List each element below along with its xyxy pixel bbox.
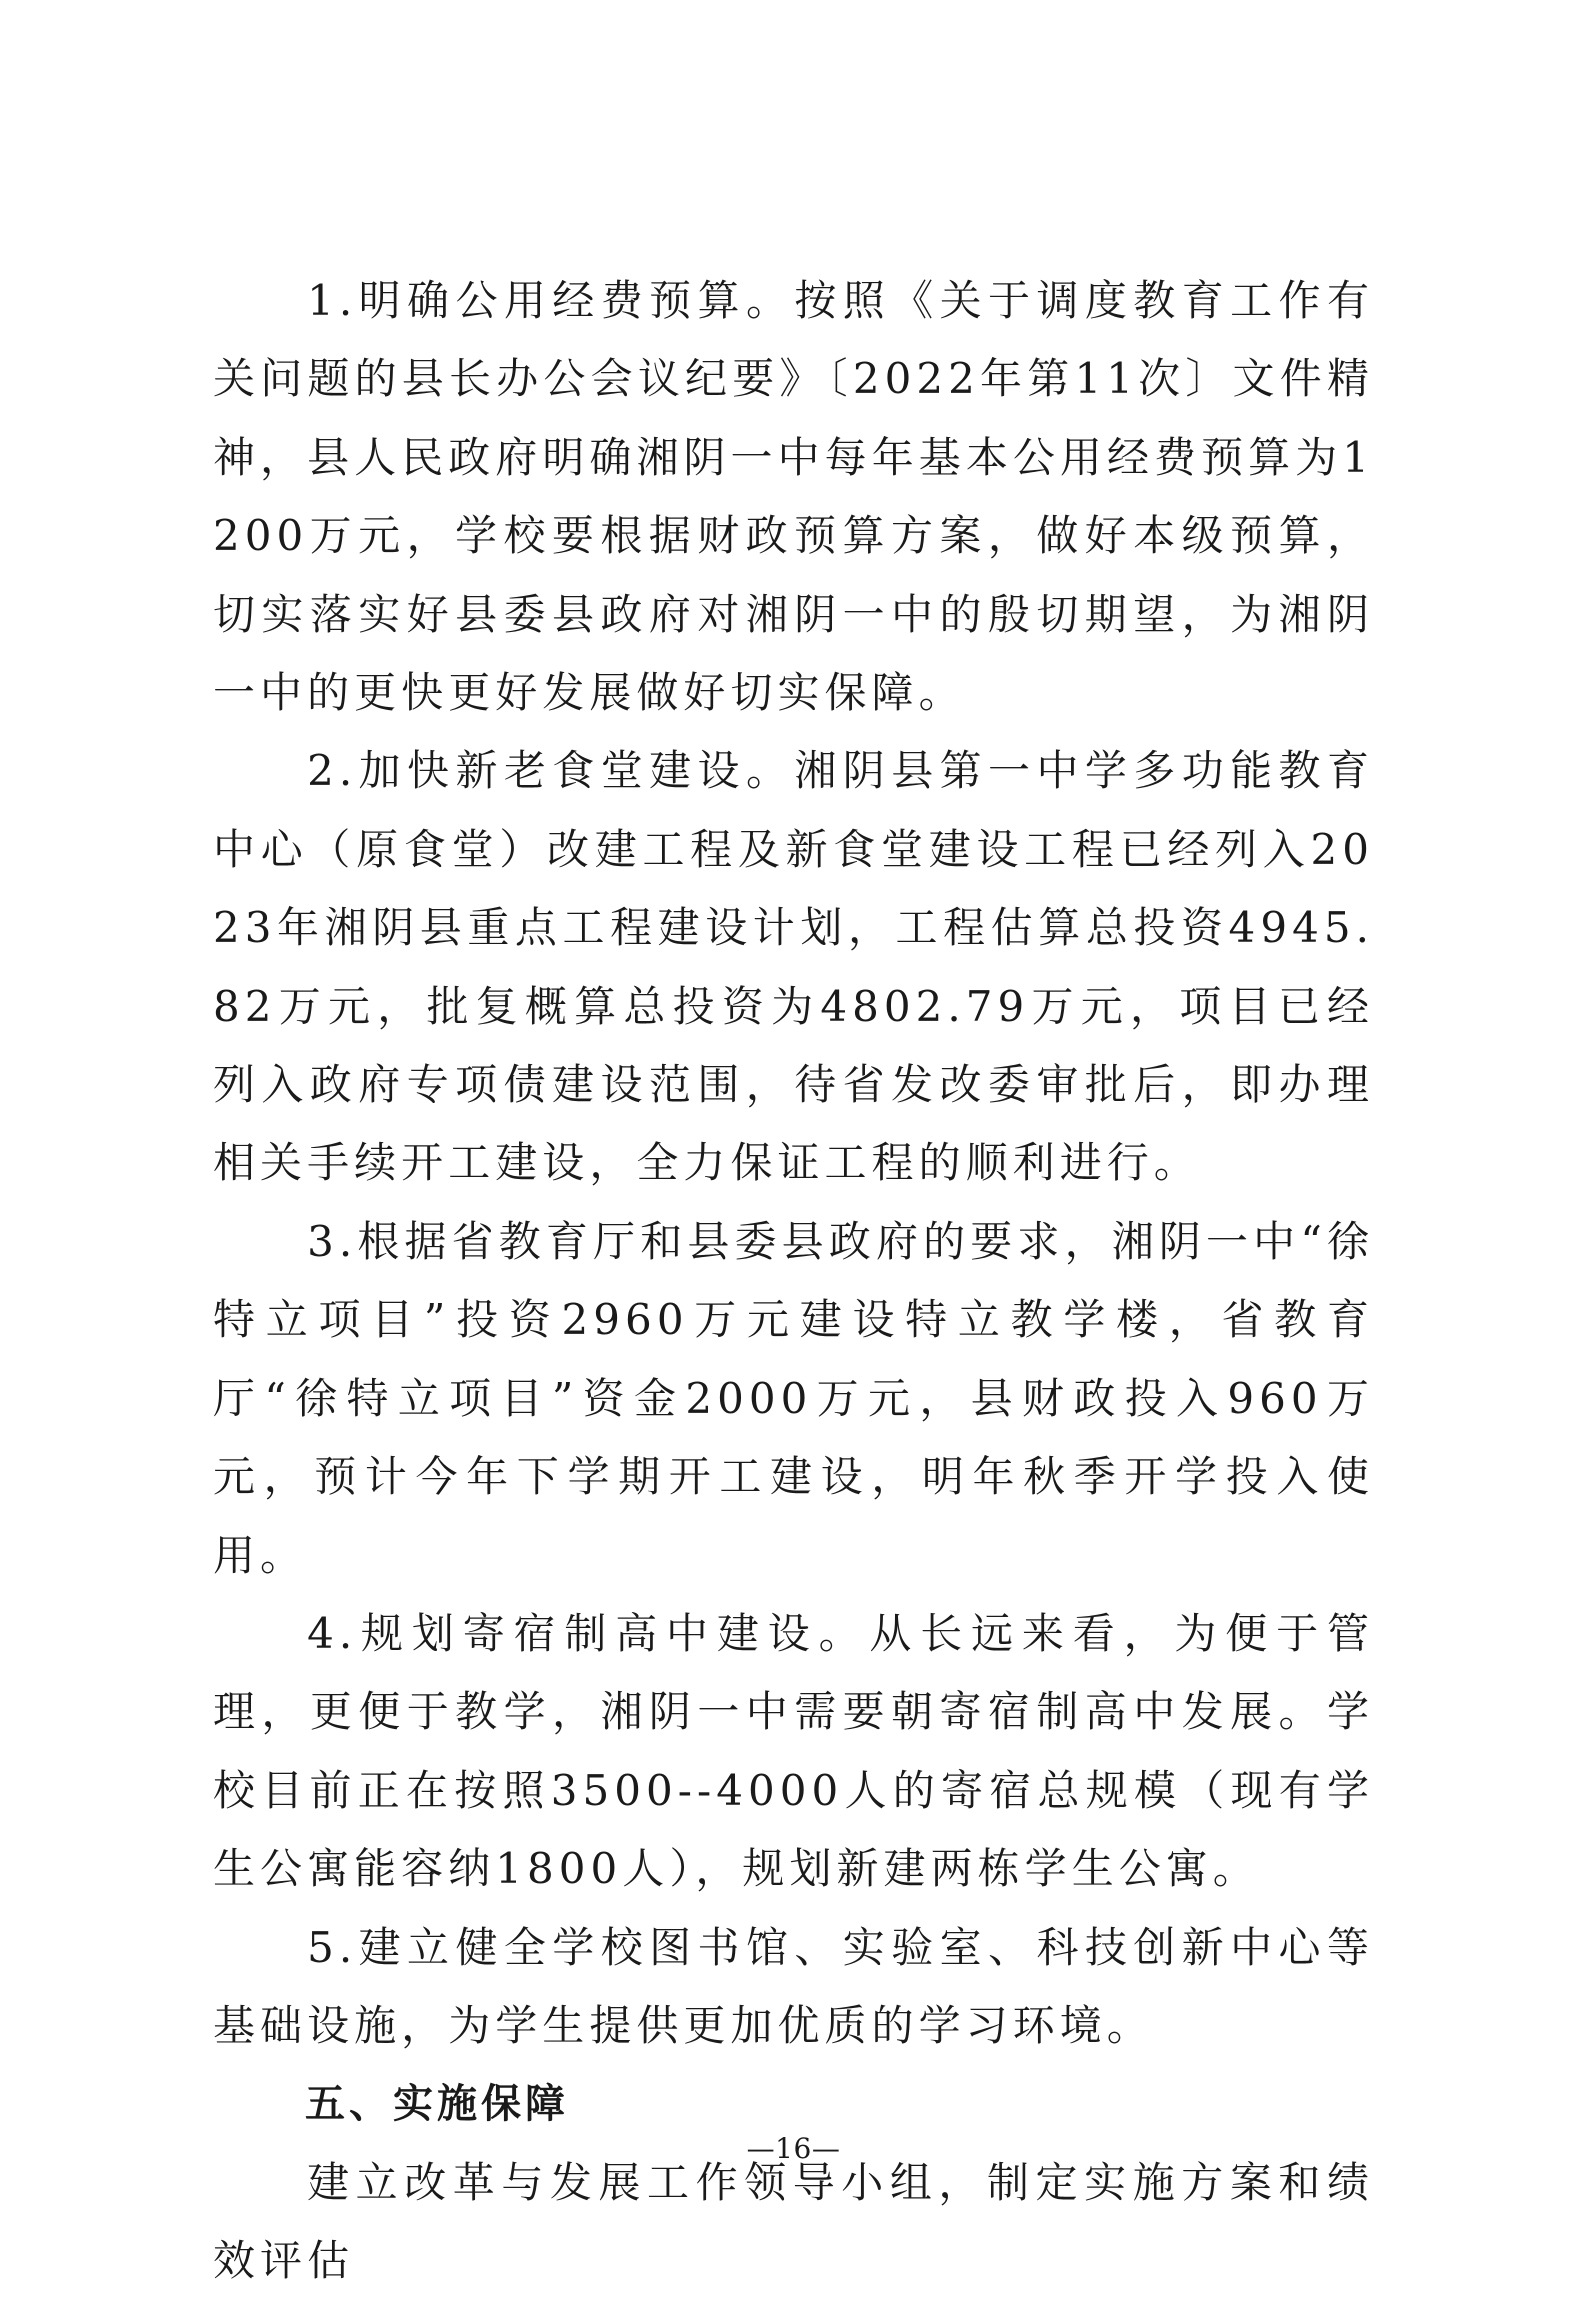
page-number: —16— xyxy=(746,2132,841,2165)
section-heading-implementation-guarantee: 五、实施保障 xyxy=(305,2081,569,2128)
paragraph-canteen-construction: 2.加快新老食堂建设。湘阴县第一中学多功能教育中心（原食堂）改建工程及新食堂建设工程已经列入2023年湘阴县重点工程建设计划，工程估算总投资4945.82万元，批复概算总投资为4802.79万元，项目已经列入政府专项债建设范围，待省发改委审批后，即办理相关手续开工建设，全力保证工程的顺利进行。 xyxy=(213,746,1374,1188)
paragraph-leadership-group: 建立改革与发展工作领导小组，制定实施方案和绩效评估 xyxy=(213,2157,1374,2286)
paragraph-public-funds-budget: 1.明确公用经费预算。按照《关于调度教育工作有关问题的县长办公会议纪要》〔2022年第11次〕文件精神，县人民政府明确湘阴一中每年基本公用经费预算为1200万元，学校要根据财政预算方案，做好本级预算，切实落实好县委县政府对湘阴一中的殷切期望，为湘阴一中的更快更好发展做好切实保障。 xyxy=(213,276,1374,718)
paragraph-xu-teli-project: 3.根据省教育厅和县委县政府的要求，湘阴一中“徐特立项目”投资2960万元建设特立教学楼，省教育厅“徐特立项目”资金2000万元，县财政投入960万元，预计今年下学期开工建设，明年秋季开学投入使用。 xyxy=(213,1216,1374,1580)
paragraph-facilities: 5.建立健全学校图书馆、实验室、科技创新中心等基础设施，为学生提供更加优质的学习环境。 xyxy=(213,1922,1374,2050)
document-body xyxy=(213,262,1374,2301)
paragraph-boarding-school-plan: 4.规划寄宿制高中建设。从长远来看，为便于管理，更便于教学，湘阴一中需要朝寄宿制高中发展。学校目前正在按照3500--4000人的寄宿总规模（现有学生公寓能容纳1800人），规划新建两栋学生公寓。 xyxy=(213,1608,1374,1894)
